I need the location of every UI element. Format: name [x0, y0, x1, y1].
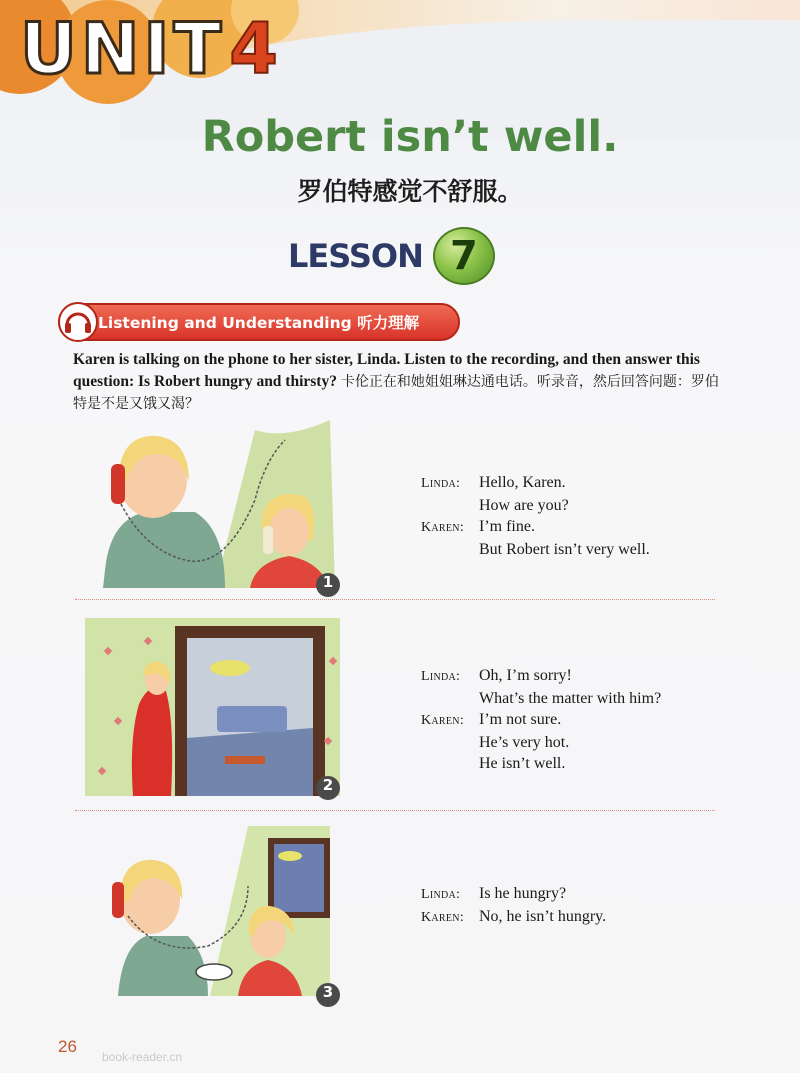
speaker-label: Karen:: [421, 520, 465, 535]
dialogue-line: [421, 539, 650, 561]
panel-divider: [75, 810, 715, 811]
lesson-title: Robert isn’t well.: [201, 112, 619, 162]
speaker-label: Linda:: [421, 669, 461, 684]
speaker-label: [421, 688, 479, 710]
dialogue-line: [421, 665, 661, 688]
dialogue-2: [421, 665, 661, 775]
lesson-title-chinese: 罗伯特感觉不舒服。: [297, 177, 523, 206]
dialogue-line: [421, 883, 606, 906]
speech-text: I’m not sure.: [479, 711, 562, 728]
section-title: Listening and Understanding 听力理解: [98, 314, 420, 332]
illustration-phone-call-1: [85, 420, 345, 595]
dialogue-line: [421, 516, 650, 539]
panel-number-badge-3: [313, 980, 343, 1015]
speech-text: What’s the matter with him?: [479, 689, 662, 707]
speaker-label: [421, 539, 479, 561]
speaker-label: [421, 753, 479, 775]
dialogue-3: [421, 883, 606, 928]
dialogue-1: [421, 472, 650, 560]
panel-number: 2: [322, 776, 334, 794]
speaker-label: [421, 495, 479, 517]
panel-number: 3: [322, 983, 334, 1001]
speaker-label: [421, 732, 479, 754]
speech-text: But Robert isn’t very well.: [479, 540, 650, 558]
speech-text: He isn’t well.: [479, 755, 566, 772]
instructions-english: Karen is talking on the phone to her sister, Linda. Listen to the recording, and then answer this question: Is Robert hungry and thirsty?: [73, 351, 700, 390]
panel-divider: [75, 599, 715, 600]
lesson-label: LESSON: [288, 237, 423, 275]
speech-text: How are you?: [479, 496, 569, 514]
speech-text: He’s very hot.: [479, 733, 570, 751]
headphones-icon: [58, 302, 98, 342]
dialogue-line: [421, 753, 661, 775]
dialogue-line: [421, 495, 650, 517]
instructions-chinese: 卡伦正在和她姐姐琳达通电话。听录音，然后回答问题：罗伯特是不是又饿又渴？: [73, 374, 719, 412]
illustration-phone-call-3: [98, 826, 338, 1001]
dialogue-line: [421, 472, 650, 495]
speaker-label: Linda:: [421, 887, 461, 902]
lesson-number-badge: 7: [433, 227, 495, 285]
panel-number-badge-2: [313, 773, 343, 808]
panel-number: 1: [322, 573, 334, 591]
unit-word: UNIT: [20, 8, 226, 90]
section-header: [58, 303, 460, 341]
dialogue-line: [421, 688, 661, 710]
speech-text: Hello, Karen.: [479, 474, 566, 491]
unit-heading: [20, 10, 282, 90]
dialogue-line: [421, 732, 661, 754]
page-number: 26: [58, 1037, 77, 1056]
speech-text: No, he isn’t hungry.: [479, 907, 607, 925]
instructions: [73, 349, 723, 415]
illustration-phone-call-2: [85, 618, 340, 796]
speaker-label: Karen:: [421, 713, 465, 728]
unit-number: 4: [229, 8, 282, 90]
dialogue-line: [421, 906, 606, 929]
speech-text: Oh, I’m sorry!: [479, 667, 572, 684]
watermark: book-reader.cn: [102, 1050, 183, 1064]
speaker-label: Karen:: [421, 909, 465, 925]
speech-text: I’m fine.: [479, 518, 535, 535]
speech-text: Is he hungry?: [479, 885, 567, 902]
speaker-label: Linda:: [421, 476, 461, 491]
dialogue-line: [421, 709, 661, 732]
lesson-heading: [288, 226, 495, 286]
